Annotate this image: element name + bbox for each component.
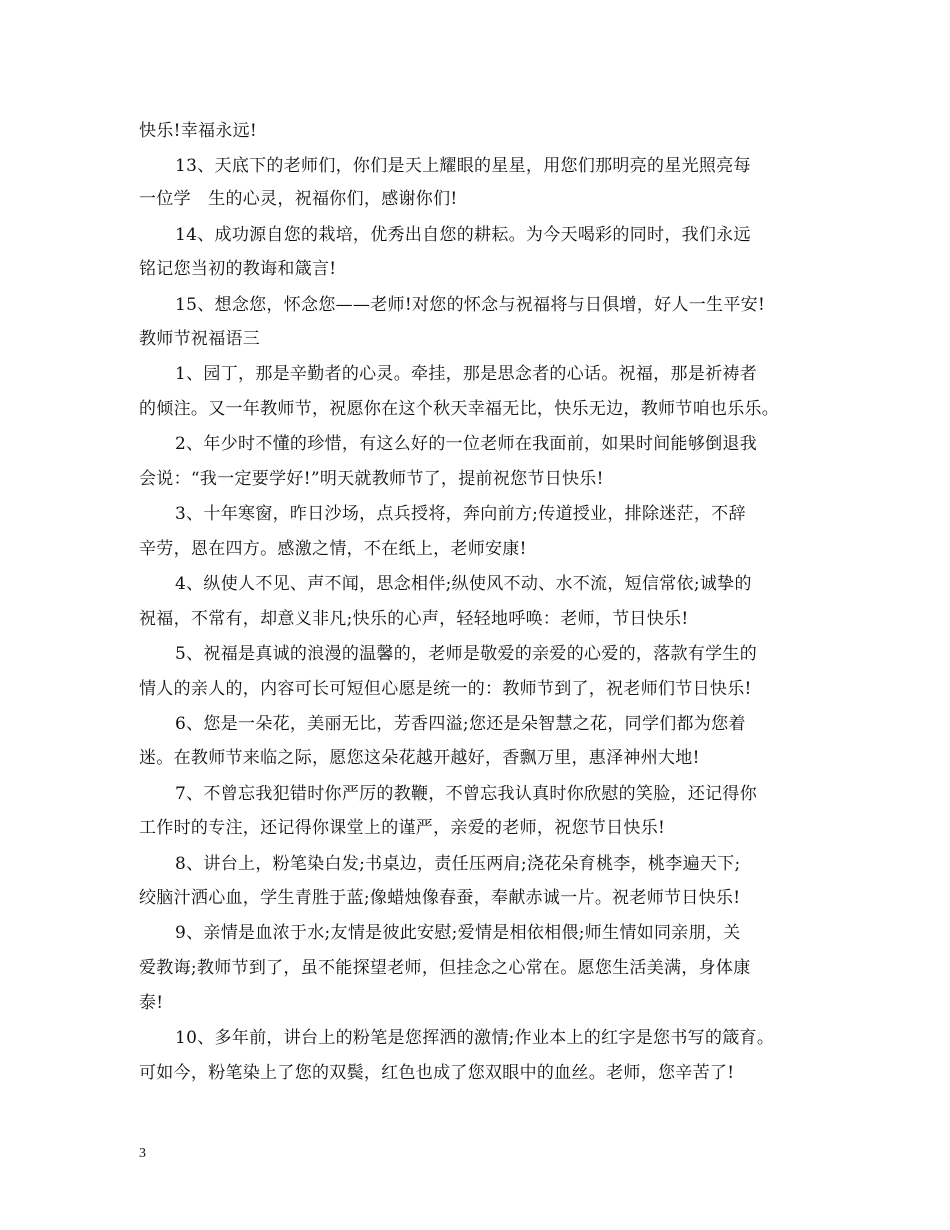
text-line: 辛劳，恩在四方。感激之情，不在纸上，老师安康! <box>139 539 527 559</box>
text-line: 7、不曾忘我犯错时你严厉的教鞭，不曾忘我认真时你欣慰的笑脸，还记得你 <box>175 784 758 804</box>
text-line: 15、想念您，怀念您——老师!对您的怀念与祝福将与日俱增，好人一生平安! <box>175 295 766 315</box>
text-line: 快乐!幸福永远! <box>139 121 258 141</box>
text-line: 14、成功源自您的栽培，优秀出自您的耕耘。为今天喝彩的同时，我们永远 <box>175 225 751 245</box>
text-line: 泰! <box>139 993 164 1013</box>
text-line: 情人的亲人的，内容可长可短但心愿是统一的：教师节到了，祝老师们节日快乐! <box>139 679 752 699</box>
text-line: 绞脑汁洒心血，学生青胜于蓝;像蜡烛像春蚕，奉献赤诚一片。祝老师节日快乐! <box>139 888 741 908</box>
section-heading: 教师节祝福语三 <box>139 329 261 349</box>
text-line: 会说：“我一定要学好!”明天就教师节了，提前祝您节日快乐! <box>139 469 604 489</box>
text-line: 一位学 生的心灵，祝福你们，感谢你们! <box>139 189 458 209</box>
text-line: 的倾注。又一年教师节，祝愿你在这个秋天幸福无比，快乐无边，教师节咱也乐乐。 <box>139 399 780 419</box>
text-line: 迷。在教师节来临之际，愿您这朵花越开越好，香飘万里，惠泽神州大地! <box>139 748 700 768</box>
text-line: 1、园丁，那是辛勤者的心灵。牵挂，那是思念者的心话。祝福，那是祈祷者 <box>175 364 758 384</box>
text-line: 5、祝福是真诚的浪漫的温馨的，老师是敬爱的亲爱的心爱的，落款有学生的 <box>175 644 758 664</box>
text-line: 可如今，粉笔染上了您的双鬓，红色也成了您双眼中的血丝。老师，您辛苦了! <box>139 1063 735 1083</box>
text-line: 2、年少时不懂的珍惜，有这么好的一位老师在我面前，如果时间能够倒退我 <box>175 434 758 454</box>
text-line: 6、您是一朵花，美丽无比，芳香四溢;您还是朵智慧之花，同学们都为您着 <box>175 714 746 734</box>
page-number: 3 <box>139 1146 146 1161</box>
text-line: 祝福，不常有，却意义非凡;快乐的心声，轻轻地呼唤：老师，节日快乐! <box>139 609 689 629</box>
text-line: 13、天底下的老师们，你们是天上耀眼的星星，用您们那明亮的星光照亮每 <box>175 156 751 176</box>
text-line: 爱教诲;教师节到了，虽不能探望老师，但挂念之心常在。愿您生活美满，身体康 <box>139 958 751 978</box>
text-line: 工作时的专注，还记得你课堂上的谨严，亲爱的老师，祝您节日快乐! <box>139 818 666 838</box>
text-line: 9、亲情是血浓于水;友情是彼此安慰;爱情是相依相偎;师生情如同亲朋，关 <box>175 923 741 943</box>
text-line: 4、纵使人不见、声不闻，思念相伴;纵使风不动、水不流，短信常依;诚挚的 <box>175 574 752 594</box>
text-line: 10、多年前，讲台上的粉笔是您挥洒的激情;作业本上的红字是您书写的箴育。 <box>175 1028 775 1048</box>
text-line: 铭记您当初的教诲和箴言! <box>139 259 337 279</box>
text-line: 3、十年寒窗，昨日沙场，点兵授将，奔向前方;传道授业，排除迷茫，不辞 <box>175 504 746 524</box>
text-line: 8、讲台上，粉笔染白发;书桌边，责任压两肩;浇花朵育桃李，桃李遍天下; <box>175 854 741 874</box>
